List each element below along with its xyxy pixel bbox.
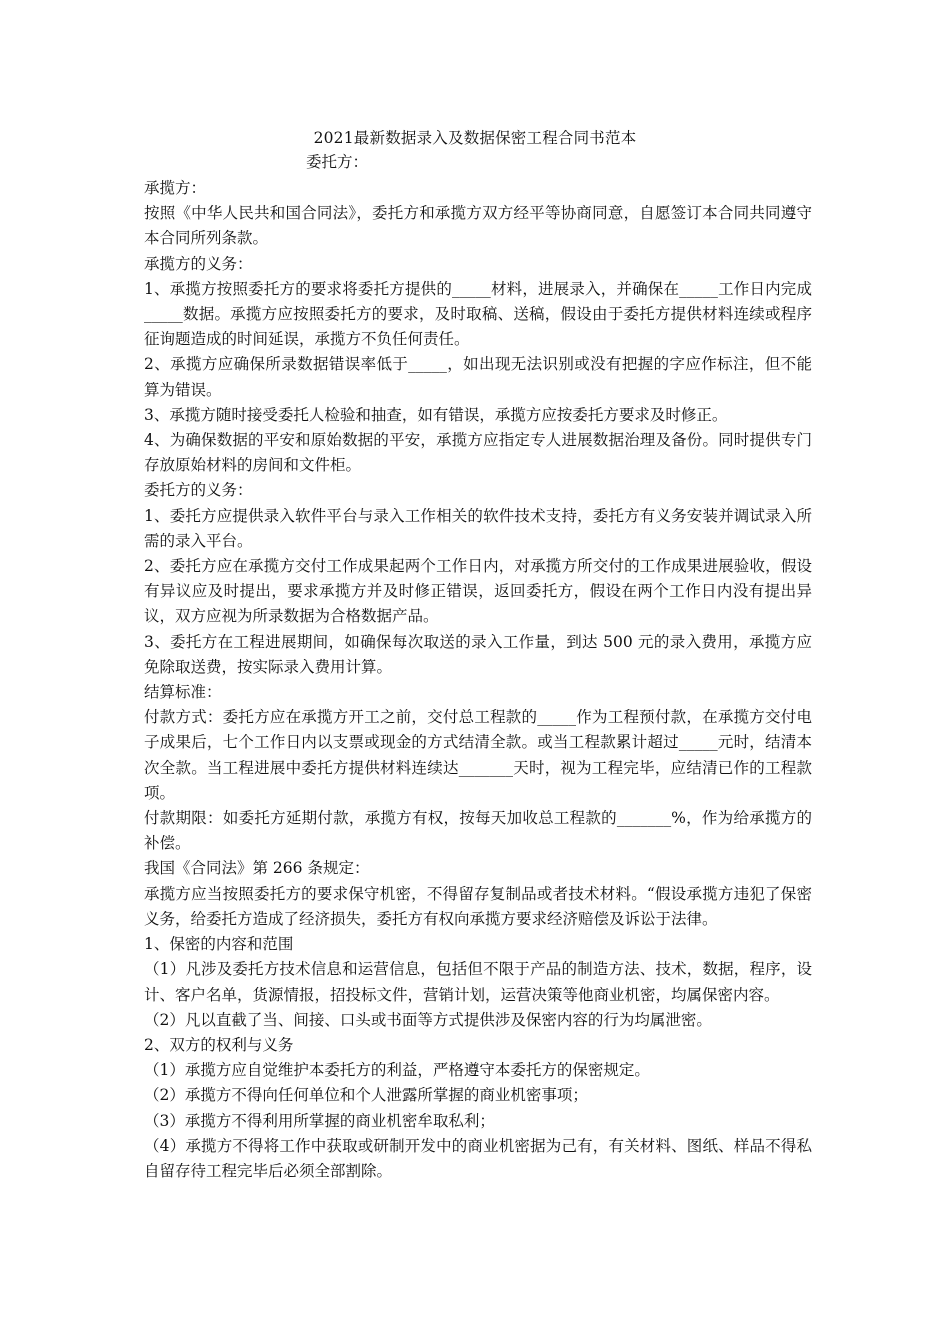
heading-settlement: 结算标准： [144, 683, 222, 702]
paragraph-rights-item-1: （1）承揽方应自觉维护本委托方的利益，严格遵守本委托方的保密规定。 [144, 1061, 650, 1080]
paragraph-rights-item-2: （2）承揽方不得向任何单位和个人泄露所掌握的商业机密事项； [144, 1086, 588, 1105]
heading-contractor-obligations: 承揽方的义务： [144, 254, 253, 273]
paragraph-client-clause-2: 2、委托方应在承揽方交付工作成果起两个工作日内，对承揽方所交付的工作成果进展验收，假设有异议应及时提出，要求承揽方并及时修正错误，返回委托方，假设在两个工作日内没有提出异议，双方应视为所录数据为合格数据产品。 [144, 557, 812, 626]
heading-rights-obligations: 2、双方的权利与义务 [144, 1035, 294, 1054]
heading-confidential-scope: 1、保密的内容和范围 [144, 935, 294, 954]
paragraph-client-clause-1: 1、委托方应提供录入软件平台与录入工作相关的软件技术支持，委托方有义务安装并调试录入所需的录入平台。 [144, 506, 812, 550]
paragraph-contractor-clause-4: 4、为确保数据的平安和原始数据的平安，承揽方应指定专人进展数据治理及备份。同时提供专门存放原始材料的房间和文件柜。 [144, 431, 812, 475]
paragraph-payment-method: 付款方式：委托方应在承揽方开工之前，交付总工程款的_____作为工程预付款，在承揽方交付电子成果后，七个工作日内以支票或现金的方式结清全款。或当工程款累计超过_____元时，结清本次全款。当工程进展中委托方提供材料连续达_______天时，视为工程完毕，应结清已作的工程款项。 [144, 708, 812, 802]
paragraph-contract-law-ref: 我国《合同法》第 266 条规定： [144, 859, 370, 878]
paragraph-client-clause-3: 3、委托方在工程进展期间，如确保每次取送的录入工作量，到达 500 元的录入费用，承揽方应免除取送费，按实际录入费用计算。 [144, 632, 812, 676]
paragraph-confidentiality-duty: 承揽方应当按照委托方的要求保守机密，不得留存复制品或者技术材料。“假设承揽方违犯了保密义务，给委托方造成了经济损失，委托方有权向承揽方要求经济赔偿及诉讼于法律。 [144, 884, 812, 928]
paragraph-payment-deadline: 付款期限：如委托方延期付款，承揽方有权，按每天加收总工程款的_______%，作为给承揽方的补偿。 [144, 809, 812, 853]
paragraph-scope-item-1: （1）凡涉及委托方技术信息和运营信息，包括但不限于产品的制造方法、技术，数据，程序，设计、客户名单，货源情报，招投标文件，营销计划，运营决策等他商业机密，均属保密内容。 [144, 960, 812, 1004]
document-body [144, 176, 812, 1184]
paragraph-contractor-clause-1: 1、承揽方按照委托方的要求将委托方提供的_____材料，进展录入，并确保在_____工作日内完成_____数据。承揽方应按照委托方的要求，及时取稿、送稿，假设由于委托方提供材料连续或程序征询题造成的时间延误，承揽方不负任何责任。 [144, 279, 812, 349]
paragraph-rights-item-4: （4）承揽方不得将工作中获取或研制开发中的商业机密据为己有，有关材料、图纸、样品不得私自留存待工程完毕后必须全部割除。 [144, 1136, 812, 1180]
client-label: 委托方： [306, 153, 369, 171]
paragraph-contractor-clause-2: 2、承揽方应确保所录数据错误率低于_____，如出现无法识别或没有把握的字应作标注，但不能算为错误。 [144, 355, 812, 399]
paragraph-contractor-clause-3: 3、承揽方随时接受委托人检验和抽查，如有错误，承揽方应按委托方要求及时修正。 [144, 405, 728, 424]
paragraph-contractor-label: 承揽方： [144, 179, 207, 197]
document-title: 2021最新数据录入及数据保密工程合同书范本 [313, 129, 637, 147]
heading-client-obligations: 委托方的义务： [144, 481, 253, 500]
paragraph-preamble: 按照《中华人民共和国合同法》，委托方和承揽方双方经平等协商同意，自愿签订本合同共同遵守本合同所列条款。 [144, 204, 812, 248]
paragraph-rights-item-3: （3）承揽方不得利用所掌握的商业机密牟取私利； [144, 1111, 495, 1130]
paragraph-scope-item-2: （2）凡以直截了当、间接、口头或书面等方式提供涉及保密内容的行为均属泄密。 [144, 1010, 712, 1029]
